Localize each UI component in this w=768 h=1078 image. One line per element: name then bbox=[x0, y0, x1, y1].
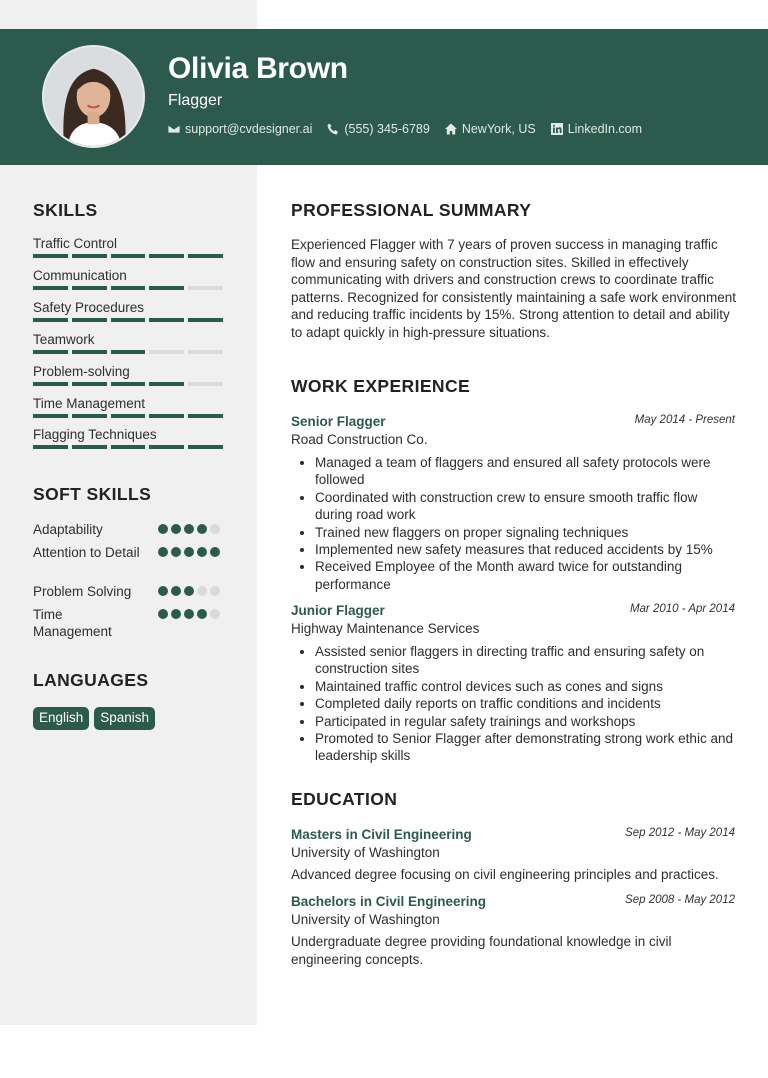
job-bullets bbox=[291, 643, 735, 765]
job-entry bbox=[291, 602, 735, 765]
skill-level-segment bbox=[72, 350, 107, 354]
skill-item bbox=[33, 427, 223, 449]
skill-level-segment bbox=[72, 445, 107, 449]
rating-dot bbox=[184, 586, 194, 596]
rating-dot bbox=[197, 609, 207, 619]
skill-level-segment bbox=[33, 414, 68, 418]
summary-text: Experienced Flagger with 7 years of proven success in managing traffic flow and ensuring safety on construction sites. Skilled in effectively communicating with drivers and construction crews to coordinate traffic patterns. Recognized for consistently maintaining a safe work environment and reducing traffic incidents by 15%. Strong attention to detail and ability to adapt quickly in high-pressure situations. bbox=[291, 237, 736, 340]
skill-name: Traffic Control bbox=[33, 236, 118, 251]
job-dates: May 2014 - Present bbox=[634, 414, 735, 426]
skill-level-segment bbox=[111, 254, 146, 258]
rating-dot bbox=[158, 547, 168, 557]
job-bullet: • Maintained traffic control devices such as cones and signs bbox=[315, 678, 735, 695]
skill-level-segment bbox=[149, 286, 184, 290]
envelope-icon bbox=[168, 123, 180, 135]
skill-level-segment bbox=[111, 382, 146, 386]
skill-item bbox=[33, 396, 223, 418]
skill-level-segment bbox=[33, 445, 68, 449]
rating-dot bbox=[158, 586, 168, 596]
skill-level-segment bbox=[72, 254, 107, 258]
skill-item bbox=[33, 236, 223, 258]
soft-skill-name: Time Management bbox=[33, 607, 112, 639]
contact-location bbox=[445, 122, 536, 136]
contact-linkedin[interactable] bbox=[551, 122, 642, 136]
rating-dot bbox=[197, 586, 207, 596]
skill-name: Flagging Techniques bbox=[33, 427, 157, 442]
education-dates: Sep 2012 - May 2014 bbox=[625, 827, 735, 839]
rating-dot bbox=[184, 547, 194, 557]
soft-skills-heading: SOFT SKILLS bbox=[33, 484, 152, 504]
soft-skill-rating bbox=[158, 524, 220, 534]
skill-level-segment bbox=[111, 318, 146, 322]
skill-level-bar bbox=[33, 254, 223, 258]
job-bullet: • Received Employee of the Month award twice for outstanding performance bbox=[315, 558, 735, 593]
skill-level-segment bbox=[149, 254, 184, 258]
rating-dot bbox=[171, 547, 181, 557]
rating-dot bbox=[171, 586, 181, 596]
skill-name: Safety Procedures bbox=[33, 300, 145, 315]
skill-level-segment bbox=[111, 350, 146, 354]
linkedin-icon bbox=[551, 123, 563, 135]
experience-heading: WORK EXPERIENCE bbox=[291, 376, 471, 396]
language-tag: English bbox=[33, 707, 89, 730]
skill-name: Time Management bbox=[33, 396, 146, 411]
skill-level-bar bbox=[33, 414, 223, 418]
job-dates: Mar 2010 - Apr 2014 bbox=[629, 603, 735, 615]
candidate-name: Olivia Brown bbox=[168, 52, 348, 85]
skill-level-bar bbox=[33, 318, 223, 322]
job-bullet: • Managed a team of flaggers and ensured all safety protocols were followed bbox=[315, 454, 735, 489]
skill-name: Problem-solving bbox=[33, 364, 130, 379]
home-icon bbox=[445, 123, 457, 135]
job-bullet: • Coordinated with construction crew to ensure smooth traffic flow during road work bbox=[315, 489, 735, 524]
phone-icon bbox=[327, 123, 339, 135]
skill-level-segment bbox=[33, 286, 68, 290]
degree: Masters in Civil Engineering bbox=[291, 827, 472, 842]
soft-skill-name: Problem Solving bbox=[33, 584, 132, 599]
rating-dot bbox=[171, 609, 181, 619]
skill-level-segment bbox=[72, 318, 107, 322]
avatar bbox=[42, 45, 145, 148]
rating-dot bbox=[210, 547, 220, 557]
skill-level-segment bbox=[149, 350, 184, 354]
skill-name: Teamwork bbox=[33, 332, 95, 347]
skill-item bbox=[33, 364, 223, 386]
job-entry bbox=[291, 413, 735, 593]
rating-dot bbox=[171, 524, 181, 534]
phone-text: (555) 345-6789 bbox=[344, 122, 430, 136]
skill-level-segment bbox=[188, 414, 223, 418]
language-tag: Spanish bbox=[94, 707, 155, 730]
skill-level-segment bbox=[149, 414, 184, 418]
rating-dot bbox=[158, 609, 168, 619]
contact-email[interactable] bbox=[168, 122, 312, 136]
skill-level-segment bbox=[149, 382, 184, 386]
rating-dot bbox=[210, 524, 220, 534]
skill-item bbox=[33, 332, 223, 354]
rating-dot bbox=[184, 609, 194, 619]
skill-level-bar bbox=[33, 286, 223, 290]
education-dates: Sep 2008 - May 2012 bbox=[625, 894, 735, 906]
skill-level-segment bbox=[188, 254, 223, 258]
skill-level-segment bbox=[111, 445, 146, 449]
skill-level-segment bbox=[188, 318, 223, 322]
education-description: Undergraduate degree providing foundational knowledge in civil engineering concepts. bbox=[291, 934, 672, 967]
skill-level-segment bbox=[188, 445, 223, 449]
skill-item bbox=[33, 268, 223, 290]
education-description: Advanced degree focusing on civil engineering principles and practices. bbox=[291, 867, 719, 882]
job-company: Highway Maintenance Services bbox=[291, 621, 480, 636]
soft-skill-name: Adaptability bbox=[33, 522, 103, 537]
skill-item bbox=[33, 300, 223, 322]
soft-skill-rating bbox=[158, 609, 220, 619]
skill-level-segment bbox=[188, 350, 223, 354]
languages-list bbox=[33, 707, 155, 730]
job-bullet: • Implemented new safety measures that reduced accidents by 15% bbox=[315, 541, 735, 558]
skill-level-segment bbox=[33, 318, 68, 322]
job-bullet: • Participated in regular safety trainings and workshops bbox=[315, 713, 735, 730]
summary-heading: PROFESSIONAL SUMMARY bbox=[291, 200, 532, 220]
skill-level-segment bbox=[188, 286, 223, 290]
skill-level-bar bbox=[33, 445, 223, 449]
skill-level-segment bbox=[33, 382, 68, 386]
skill-level-segment bbox=[188, 382, 223, 386]
contact-bar bbox=[168, 122, 657, 136]
rating-dot bbox=[158, 524, 168, 534]
location-text: NewYork, US bbox=[461, 122, 536, 136]
skill-level-segment bbox=[149, 318, 184, 322]
education-heading: EDUCATION bbox=[291, 789, 398, 809]
languages-heading: LANGUAGES bbox=[33, 670, 149, 690]
rating-dot bbox=[184, 524, 194, 534]
skill-name: Communication bbox=[33, 268, 127, 283]
skill-level-segment bbox=[72, 286, 107, 290]
job-company: Road Construction Co. bbox=[291, 432, 428, 447]
skill-level-bar bbox=[33, 382, 223, 386]
linkedin-text: LinkedIn.com bbox=[567, 122, 643, 136]
skill-level-segment bbox=[111, 286, 146, 290]
skill-level-segment bbox=[33, 254, 68, 258]
job-role: Junior Flagger bbox=[291, 603, 385, 618]
rating-dot bbox=[210, 609, 220, 619]
school: University of Washington bbox=[291, 912, 440, 927]
skill-level-segment bbox=[149, 445, 184, 449]
rating-dot bbox=[210, 586, 220, 596]
education-entry bbox=[291, 893, 735, 968]
candidate-title: Flagger bbox=[168, 92, 223, 109]
job-bullets bbox=[291, 454, 735, 593]
soft-skill-rating bbox=[158, 547, 220, 557]
skill-level-segment bbox=[72, 382, 107, 386]
education-entry bbox=[291, 826, 735, 884]
email-text: support@cvdesigner.ai bbox=[185, 122, 313, 136]
rating-dot bbox=[197, 547, 207, 557]
degree: Bachelors in Civil Engineering bbox=[291, 894, 487, 909]
rating-dot bbox=[197, 524, 207, 534]
skill-level-segment bbox=[33, 350, 68, 354]
job-bullet: • Promoted to Senior Flagger after demonstrating strong work ethic and leadership skills bbox=[315, 730, 735, 765]
skill-level-segment bbox=[111, 414, 146, 418]
soft-skill-rating bbox=[158, 586, 220, 596]
job-role: Senior Flagger bbox=[291, 414, 386, 429]
skills-heading: SKILLS bbox=[33, 200, 98, 220]
skill-level-segment bbox=[72, 414, 107, 418]
job-bullet: • Assisted senior flaggers in directing traffic and ensuring safety on construction sites bbox=[315, 643, 735, 678]
job-bullet: • Completed daily reports on traffic conditions and incidents bbox=[315, 695, 735, 712]
job-bullet: • Trained new flaggers on proper signaling techniques bbox=[315, 524, 735, 541]
school: University of Washington bbox=[291, 845, 440, 860]
contact-phone[interactable] bbox=[327, 122, 429, 136]
skill-level-bar bbox=[33, 350, 223, 354]
soft-skill-name: Attention to Detail bbox=[33, 545, 140, 560]
profile-photo bbox=[44, 47, 143, 146]
